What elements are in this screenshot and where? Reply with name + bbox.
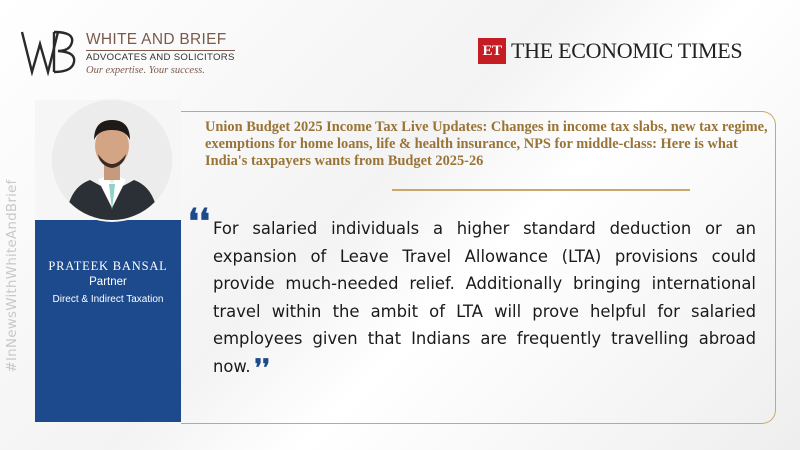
person-role: Partner	[89, 276, 127, 288]
avatar	[52, 100, 172, 220]
white-and-brief-logo	[20, 28, 300, 80]
hashtag-vertical-text: #InNewsWithWhiteAndBrief	[4, 179, 20, 373]
person-photo-icon	[52, 100, 172, 220]
firm-subtitle: ADVOCATES AND SOLICITORS	[86, 52, 235, 63]
person-department: Direct & Indirect Taxation	[52, 294, 164, 305]
wb-monogram-icon	[20, 28, 78, 76]
profile-panel	[35, 100, 181, 422]
close-quote-icon: ❜❜	[254, 352, 270, 382]
firm-name: WHITE AND BRIEF	[86, 31, 227, 48]
headline-divider	[392, 189, 690, 191]
economic-times-logo	[478, 38, 743, 66]
publication-name: THE ECONOMIC TIMES	[511, 38, 743, 63]
open-quote-icon: ❛❛	[188, 202, 210, 242]
firm-tagline: Our expertise. Your success.	[86, 65, 205, 76]
person-name: PRATEEK BANSAL	[48, 259, 168, 273]
et-badge: ET	[478, 38, 506, 64]
article-headline: Union Budget 2025 Income Tax Live Updates: Changes in income tax slabs, new tax regime, exemptions for home loans, life & health insurance, NPS for middle-class: Here is what India's taxpayers wants from Budget 2025-26	[205, 119, 768, 169]
quote-text: For salaried individuals a higher standard deduction or an expansion of Leave Travel Allowance (LTA) provisions could provide much-needed relief. Additionally bringing international travel within the ambit of LTA will prove helpful for salaried employees given that Indians are frequently travelling abroad now.	[213, 219, 756, 376]
quote-text-block	[213, 215, 756, 380]
